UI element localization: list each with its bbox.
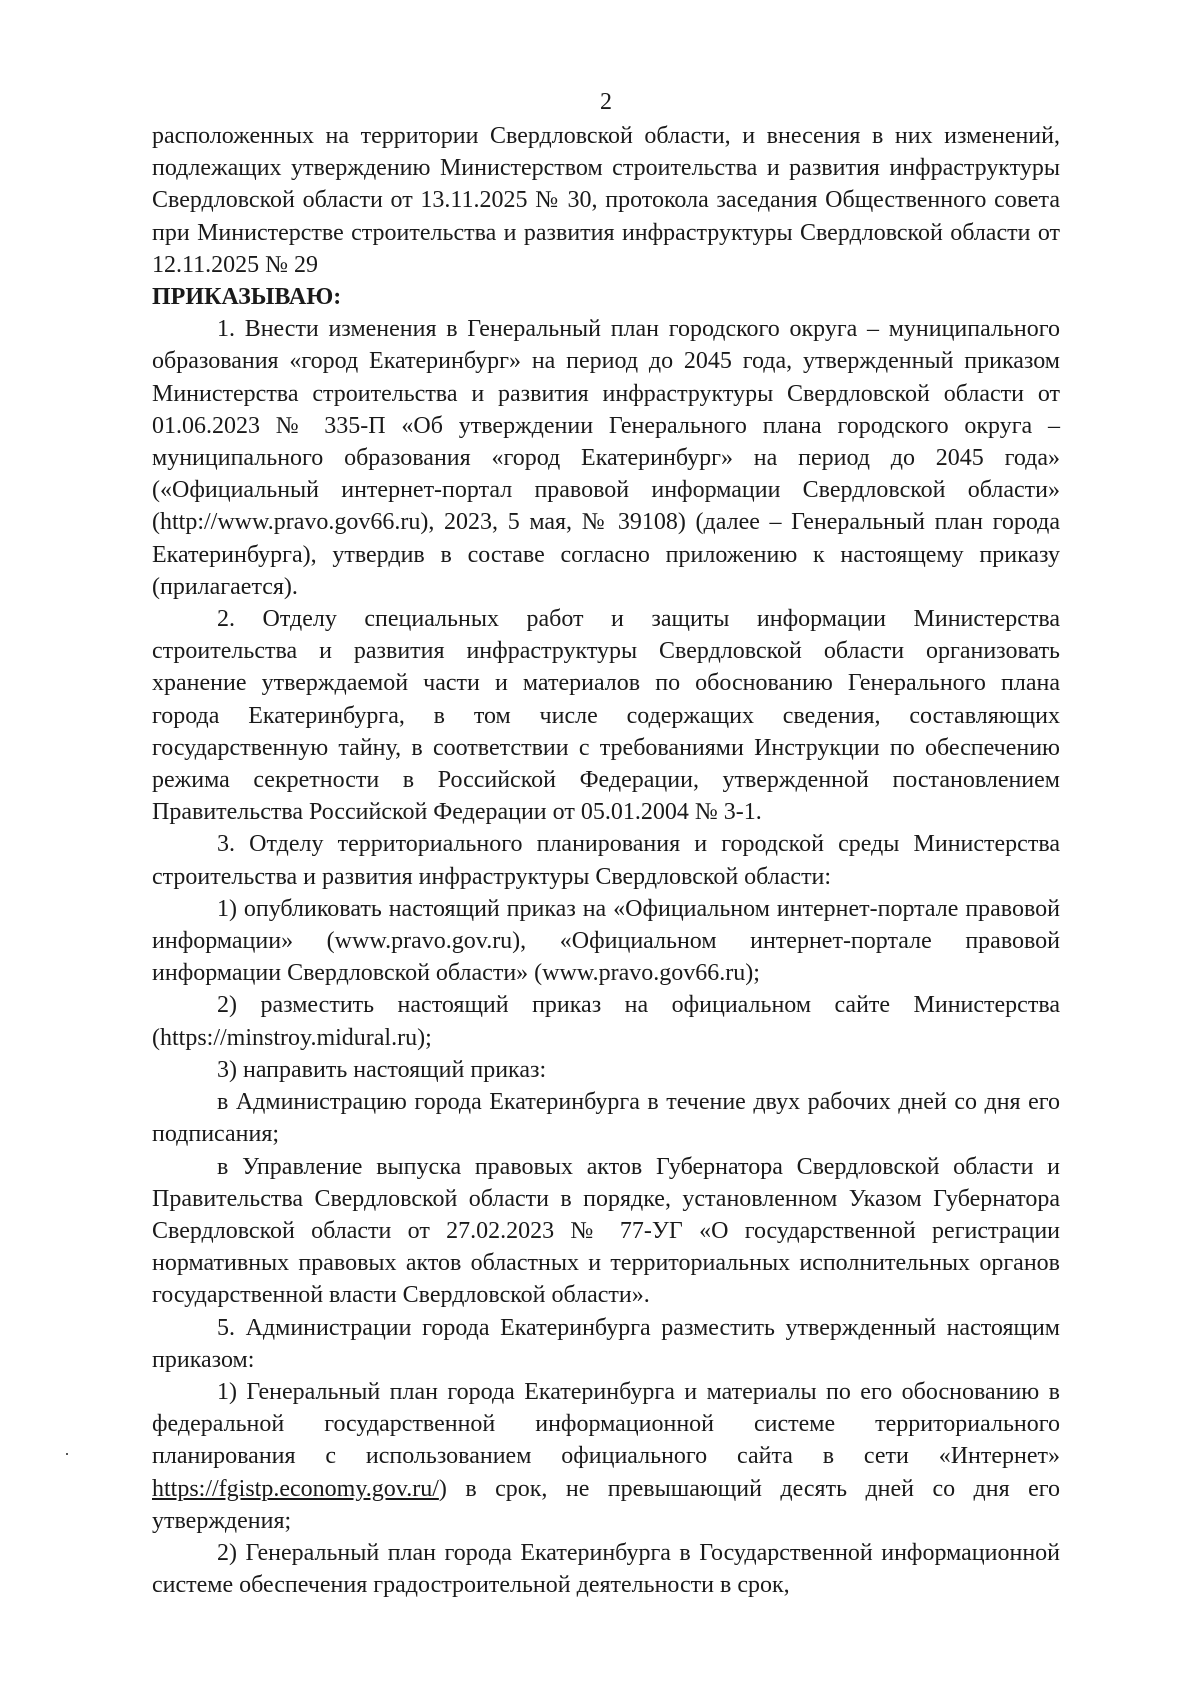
paragraph-item-3: 3. Отделу территориального планирования и городской среды Министерства строительства и развития инфраструктуры Свердловской области: (152, 831, 1060, 890)
document-body (152, 120, 1060, 1601)
document-page (152, 0, 1060, 1698)
paragraph-item-2: 2. Отделу специальных работ и защиты информации Министерства строительства и развития инфраструктуры Свердловской области организовать хранение утверждаемой части и материалов по обоснованию Генерального плана города Екатеринбурга, в том числе содержащих сведения, составляющих государственную тайну, в соответствии с требованиями Инструкции по обеспечению режима секретности в Российской Федерации, утвержденной постановлением Правительства Российской Федерации от 05.01.2004 № 3-1. (152, 606, 1060, 826)
paragraph-item-1: 1. Внести изменения в Генеральный план городского округа – муниципального образования «город Екатеринбург» на период до 2045 года, утвержденный приказом Министерства строительства и развития инфраструктуры Свердловской области от 01.06.2023 № 335-П «Об утверждении Генерального плана городского округа – муниципального образования «город Екатеринбург» на период до 2045 года» («Официальный интернет-портал правовой информации Свердловской области» (http://www.pravo.gov66.ru), 2023, 5 мая, № 39108) (далее – Генеральный план города Екатеринбурга), утвердив в составе согласно приложению к настоящему приказу (прилагается). (152, 316, 1060, 600)
fgistp-link[interactable]: https://fgistp.economy.gov.ru/ (152, 1475, 439, 1502)
paragraph-item-3-3-a: в Администрацию города Екатеринбурга в течение двух рабочих дней со дня его подписания; (152, 1089, 1060, 1148)
paragraph-intro: расположенных на территории Свердловской области, и внесения в них изменений, подлежащих утверждению Министерством строительства и развития инфраструктуры Свердловской области от 13.11.2025 № 30, протокола заседания Общественного совета при Министерстве строительства и развития инфраструктуры Свердловской области от 12.11.2025 № 29 (152, 123, 1060, 278)
paragraph-item-3-3-b: в Управление выпуска правовых актов Губернатора Свердловской области и Правительства Свердловской области в порядке, установленном Указом Губернатора Свердловской области от 27.02.2023 № 77-УГ «О государственной регистрации нормативных правовых актов областных и территориальных исполнительных органов государственной власти Свердловской области». (152, 1153, 1060, 1309)
paragraph-item-3-3: 3) направить настоящий приказ: (217, 1056, 547, 1083)
scan-speck (66, 1453, 68, 1455)
page-number: 2 (600, 89, 612, 115)
paragraph-item-3-1: 1) опубликовать настоящий приказ на «Официальном интернет-портале правовой информации» (www.pravo.gov.ru), «Официальном интернет-портале правовой информации Свердловской области» (www.pravo.gov66.ru); (152, 895, 1060, 987)
heading-orders: ПРИКАЗЫВАЮ: (152, 284, 342, 311)
paragraph-item-5-1 (152, 1376, 1060, 1537)
paragraph-item-5-2: 2) Генеральный план города Екатеринбурга в Государственной информационной системе обеспечения градостроительной деятельности в срок, (152, 1539, 1060, 1599)
paragraph-item-5-1-text-before: 1) Генеральный план города Екатеринбурга и материалы по его обоснованию в федеральной государственной информационной системе территориального планирования с использованием официального сайта в сети «Интернет» (152, 1378, 1060, 1470)
paragraph-item-5-1-text-after: ) в срок, не превышающий десять дней со дня его утверждения; (152, 1475, 1060, 1534)
paragraph-item-3-2: 2) разместить настоящий приказ на официальном сайте Министерства (https://minstroy.midural.ru); (152, 992, 1060, 1051)
paragraph-item-5: 5. Администрации города Екатеринбурга разместить утвержденный настоящим приказом: (152, 1314, 1060, 1373)
